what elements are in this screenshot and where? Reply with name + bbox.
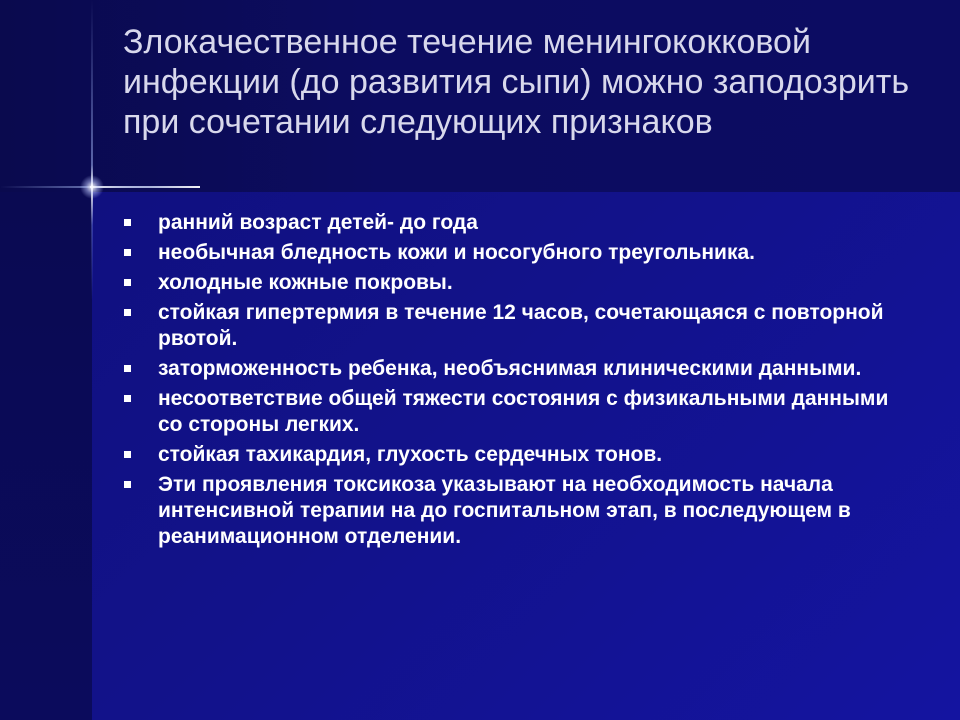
bullet-item bbox=[120, 210, 900, 236]
bullet-item bbox=[120, 472, 900, 550]
square-bullet-icon bbox=[124, 395, 131, 402]
bullet-item bbox=[120, 356, 900, 382]
bullet-text: заторможенность ребенка, необъяснимая клиническими данными. bbox=[158, 357, 862, 380]
bullet-text: ранний возраст детей- до года bbox=[158, 211, 478, 234]
bullet-text: холодные кожные покровы. bbox=[158, 271, 453, 294]
left-band bbox=[0, 192, 92, 720]
square-bullet-icon bbox=[124, 309, 131, 316]
bullet-item bbox=[120, 442, 900, 468]
square-bullet-icon bbox=[124, 249, 131, 256]
light-flare-vertical-icon bbox=[91, 0, 93, 300]
bullet-item bbox=[120, 270, 900, 296]
bullet-text: несоответствие общей тяжести состояния с физикальными данными со стороны легких. bbox=[158, 387, 889, 436]
light-flare-icon bbox=[80, 175, 104, 199]
bullet-text: стойкая гипертермия в течение 12 часов, сочетающаяся с повторной рвотой. bbox=[158, 301, 884, 350]
bullet-text: необычная бледность кожи и носогубного треугольника. bbox=[158, 241, 755, 264]
square-bullet-icon bbox=[124, 481, 131, 488]
slide-title: Злокачественное течение менингококковой инфекции (до развития сыпи) можно заподозрить при сочетании следующих признаков bbox=[123, 23, 910, 141]
square-bullet-icon bbox=[124, 279, 131, 286]
square-bullet-icon bbox=[124, 365, 131, 372]
square-bullet-icon bbox=[124, 451, 131, 458]
bullet-item bbox=[120, 240, 900, 266]
bullet-item bbox=[120, 300, 900, 352]
bullet-list bbox=[120, 210, 900, 554]
bullet-text: Эти проявления токсикоза указывают на необходимость начала интенсивной терапии на до госпитальном этап, в последующем в реанимационном отделении. bbox=[158, 473, 851, 548]
bullet-item bbox=[120, 386, 900, 438]
bullet-text: стойкая тахикардия, глухость сердечных тонов. bbox=[158, 443, 663, 466]
square-bullet-icon bbox=[124, 219, 131, 226]
